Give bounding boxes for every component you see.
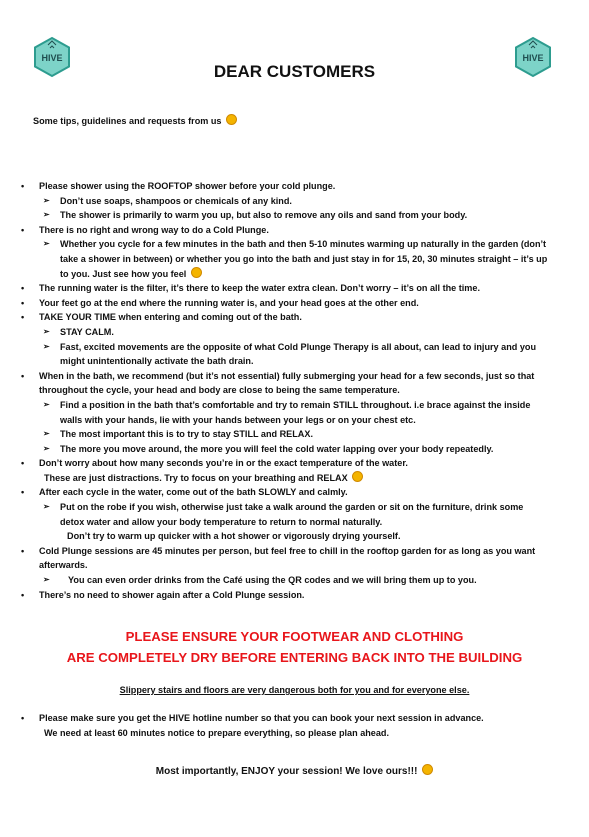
list-item: • Your feet go at the end where the running water is, and your head goes at the other end. (0, 296, 589, 311)
sub-item: ➢ The more you move around, the more you will feel the cold water lapping over your body repeatedly. (0, 442, 589, 457)
sub-item: ➢ The shower is primarily to warm you up, but also to remove any oils and sand from your body. (0, 208, 589, 223)
continuation-text: These are just distractions. Try to focus on your breathing and RELAX (44, 472, 348, 483)
closing-line (0, 764, 589, 780)
sub-item: ➢ Put on the robe if you wish, otherwise just take a walk around the garden or sit on the furniture, drink some detox water and allow your body temperature to return to normal naturally. (0, 500, 589, 529)
list-item: • Please shower using the ROOFTOP shower before your cold plunge. (0, 179, 589, 194)
sub-item: ➢ STAY CALM. (0, 325, 589, 340)
warning-line: ARE COMPLETELY DRY BEFORE ENTERING BACK INTO THE BUILDING (66, 650, 523, 665)
sub-item: ➢ Don’t use soaps, shampoos or chemicals of any kind. (0, 194, 589, 209)
list-item: • There is no right and wrong way to do a Cold Plunge. (0, 223, 589, 238)
smiley-icon (352, 471, 363, 482)
sub-item: ➢ Find a position in the bath that’s comfortable and try to remain STILL throughout. i.e brace against the inside walls with your hands, lie with your hands between your legs or on your chest etc. (0, 398, 589, 427)
guidelines-list (0, 179, 589, 602)
dry-clothing-warning (0, 626, 589, 668)
list-item: • TAKE YOUR TIME when entering and coming out of the bath. (0, 310, 589, 325)
list-item: • Please make sure you get the HIVE hotline number so that you can book your next session in advance. (0, 711, 589, 726)
list-item: • When in the bath, we recommend (but it’s not essential) fully submerging your head for a few seconds, just so that throughout the cycle, your head and body are close to being the same temperature. (0, 369, 589, 398)
sub-item: ➢ Fast, excited movements are the opposite of what Cold Plunge Therapy is all about, can lead to injury and you might unintentionally activate the bath drain. (0, 340, 589, 369)
logo-text: HIVE (522, 53, 544, 63)
list-item: • The running water is the filter, it’s there to keep the water extra clean. Don’t worry – it’s on all the time. (0, 281, 589, 296)
list-item: • There’s no need to shower again after a Cold Plunge session. (0, 588, 589, 603)
sub-item: ➢ The most important this is to try to stay STILL and RELAX. (0, 427, 589, 442)
page-title: DEAR CUSTOMERS (213, 62, 376, 81)
subtitle-text: Some tips, guidelines and requests from us (33, 116, 222, 126)
sub-item-text: Whether you cycle for a few minutes in the bath and then 5-10 minutes warming up naturally in the garden (don’t take a shower in between) or whether you go into the bath and just stay in for 15, 20, 30 minutes straight – it’s up to you. Just see how you feel (60, 239, 548, 279)
list-item-continuation (0, 471, 589, 486)
sub-item (0, 237, 589, 281)
list-item: • After each cycle in the water, come out of the bath SLOWLY and calmly. (0, 485, 589, 500)
list-item: • Cold Plunge sessions are 45 minutes per person, but feel free to chill in the rooftop garden for as long as you want afterwards. (0, 544, 589, 573)
list-item-continuation: We need at least 60 minutes notice to prepare everything, so please plan ahead. (44, 727, 390, 738)
subtitle (33, 114, 237, 129)
closing-text: Most importantly, ENJOY your session! We love ours!!! (155, 766, 418, 777)
smiley-icon (226, 114, 237, 125)
sub-item: ➢ You can even order drinks from the Café using the QR codes and we will bring them up to you. (0, 573, 589, 588)
hotline-note (0, 711, 589, 740)
slippery-notice: Slippery stairs and floors are very dangerous both for you and for everyone else. (119, 685, 470, 695)
list-item: • Don’t worry about how many seconds you’re in or the exact temperature of the water. (0, 456, 589, 471)
logo-text: HIVE (41, 53, 63, 63)
smiley-icon (191, 267, 202, 278)
sub-item-continuation: Don’t try to warm up quicker with a hot shower or vigorously drying yourself. (67, 531, 401, 542)
smiley-icon (422, 764, 433, 775)
warning-line: PLEASE ENSURE YOUR FOOTWEAR AND CLOTHING (125, 629, 464, 644)
